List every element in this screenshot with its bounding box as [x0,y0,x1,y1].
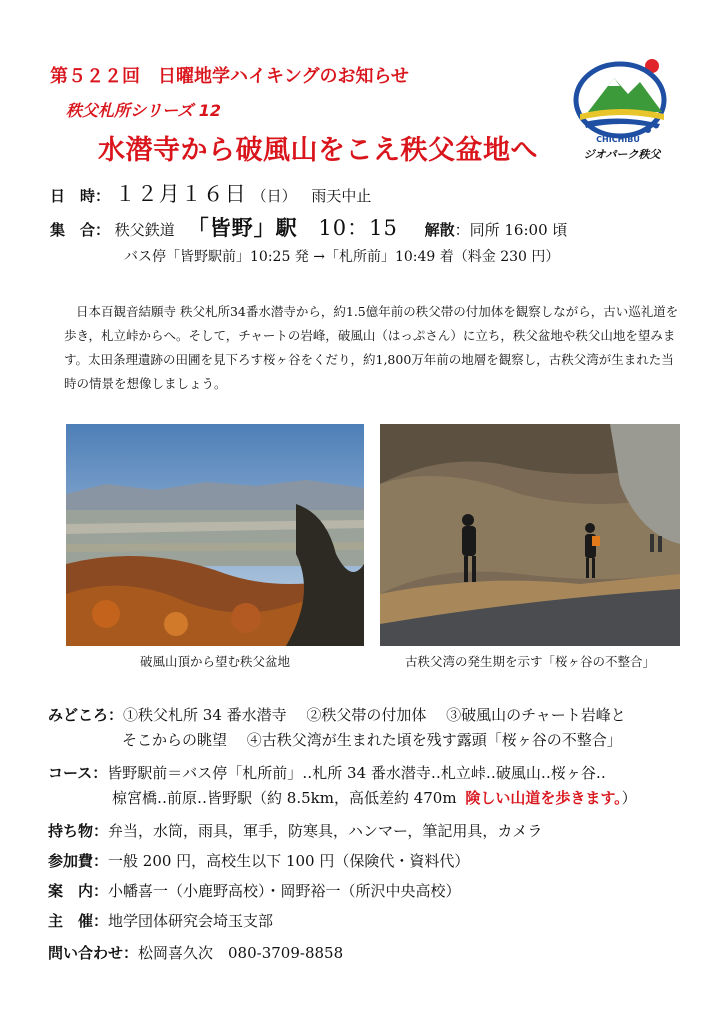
course-row [48,762,606,784]
contact-value: 松岡喜久次 080-3709-8858 [138,944,344,962]
meet-station: 「皆野」駅 [187,215,298,240]
logo-caption: ジオパーク秩父 [583,148,661,161]
highlights-row [48,704,626,726]
fee-value: 一般 200 円，高校生以下 100 円（保険代・資料代） [108,852,470,870]
date-note: 雨天中止 [311,187,372,205]
date-label: 日 時： [50,187,111,205]
guide-value: 小幡喜一（小鹿野高校）・岡野裕一（所沢中央高校） [108,882,461,900]
contact-label: 問い合わせ： [48,944,139,962]
course-line2-row [112,787,637,809]
basin-view-photo [66,424,364,646]
fee-label: 参加費： [48,852,109,870]
left-photo-caption: 破風山頂から望む秩父盆地 [139,654,290,669]
items-row [48,820,542,842]
outcrop-photo [380,424,680,646]
logo-word: CHICHIBU [596,135,640,144]
contact-row [48,942,343,964]
course-line1: 皆野駅前＝バス停「札所前」‥札所 34 番水潜寺‥札立峠‥破風山‥桜ヶ谷‥ [107,764,606,782]
main-title: 水潜寺から破風山をこえ秩父盆地へ [98,135,538,166]
date-row [50,178,371,208]
guide-label: 案 内： [48,882,109,900]
geopark-chichibu-logo [570,52,674,162]
course-close: ） [621,789,637,807]
bus-info: バス停「皆野駅前」10:25 発 →「札所前」10:49 着（料金 230 円） [124,249,560,265]
date-value: １２月１６日 [114,182,247,206]
course-line2: 椋宮橋‥前原‥皆野駅（約 8.5km，高低差約 470m [112,789,457,807]
series-subtitle: 秩父札所シリーズ 12 [66,101,222,120]
intro-paragraph: 日本百観音結願寺 秩父札所34番水潜寺から，約1.5億年前の秩父帯の付加体を観察しながら，古い巡礼道を歩き，札立峠からへ。そして，チャートの岩峰，破風山（はっぷさん）に立ち，秩父盆地や秩父山地を望みます。太田条理遺跡の田圃を見下ろす桜ヶ谷をくだり，約1,800万年前の地層を観察し，古秩父湾が生まれた当時の情景を想像しましょう。 [64,304,679,391]
highlights-label: みどころ： [48,706,124,724]
highlights-line2: そこからの眺望 ④古秩父湾が生まれた頃を残す露頭「桜ヶ谷の不整合」 [122,731,622,749]
items-value: 弁当，水筒，雨具，軍手，防寒具，ハンマー，筆記用具，カメラ [108,822,543,840]
fee-row [48,850,469,872]
meet-line: 秩父鉄道 [114,221,175,239]
right-photo-caption: 古秩父湾の発生期を示す「桜ヶ谷の不整合」 [404,654,655,669]
host-value: 地学団体研究会埼玉支部 [108,912,274,930]
host-label: 主 催： [48,912,109,930]
meeting-row [50,212,567,242]
host-row [48,910,273,932]
dismiss-label: 解散 [424,221,455,239]
items-label: 持ち物： [48,822,109,840]
course-label: コース： [48,764,108,782]
dismiss-value: ：同所 16:00 頃 [454,221,568,239]
guide-row [48,880,461,902]
course-warning: 険しい山道を歩きます。 [465,789,622,807]
meet-time: 10：15 [318,216,398,240]
meet-label: 集 合： [50,221,111,239]
date-day: （日） [251,187,297,205]
highlights-line1: ①秩父札所 34 番水潜寺 ②秩父帯の付加体 ③破風山のチャート岩峰と [123,706,626,724]
event-notice-title: 第５２２回 日曜地学ハイキングのお知らせ [50,66,409,87]
